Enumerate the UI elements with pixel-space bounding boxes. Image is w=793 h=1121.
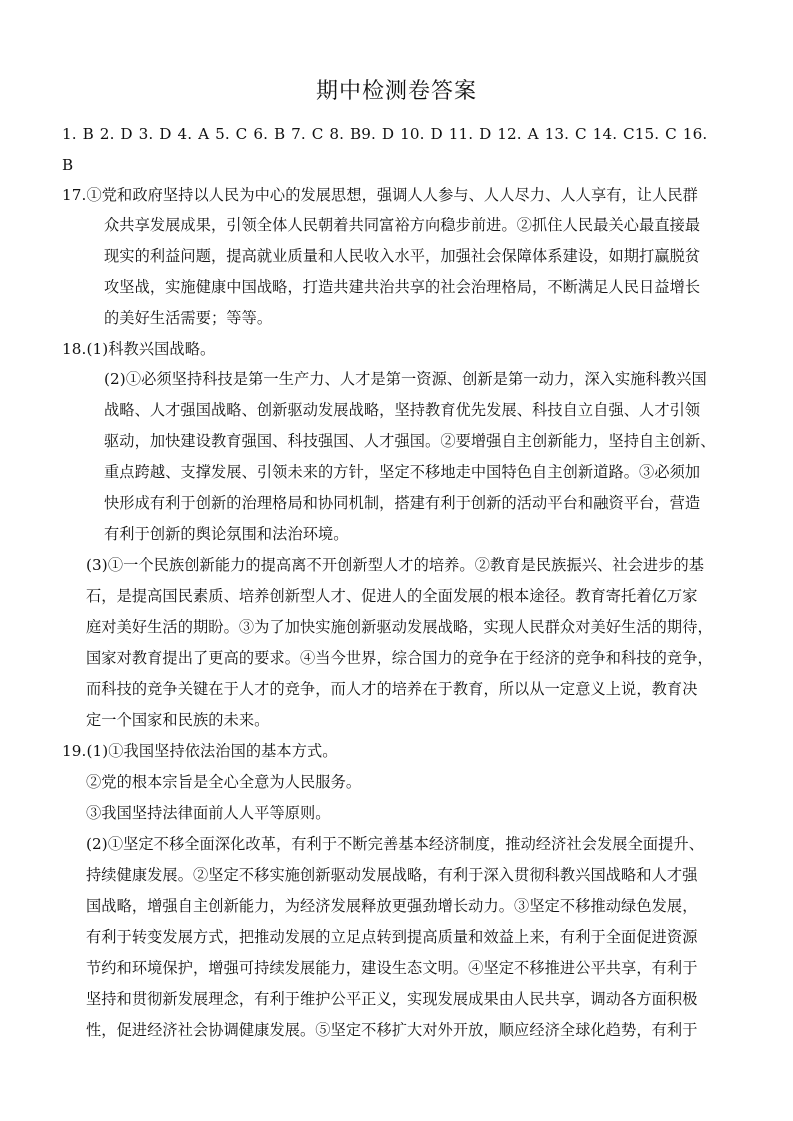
- answer-line-19-2-3: 国战略，增强自主创新能力，为经济发展释放更强劲增长动力。③坚定不移推动绿色发展，: [86, 897, 698, 915]
- answer-line-18-2-2: 战略、人才强国战略、创新驱动发展战略，坚持教育优先发展、科技自立自强、人才引领: [104, 401, 701, 419]
- answer-line-19-2-6: 坚持和贯彻新发展理念，有利于维护公平正义，实现发展成果由人民共享，调动各方面积极: [86, 990, 698, 1008]
- answer-line-19-1: 19.(1)①我国坚持依法治国的基本方式。: [62, 742, 338, 760]
- answer-line-19-2-1: (2)①坚定不移全面深化改革，有利于不断完善基本经济制度，推动经济社会发展全面提升、: [86, 835, 705, 853]
- answer-line-18-2-3: 驱动，加快建设教育强国、科技强国、人才强国。②要增强自主创新能力，坚持自主创新、: [104, 432, 716, 450]
- answer-line-18-2-5: 快形成有利于创新的治理格局和协同机制，搭建有利于创新的活动平台和融资平台，营造: [104, 494, 701, 512]
- answer-line-18-2-6: 有利于创新的舆论氛围和法治环境。: [104, 525, 349, 543]
- answer-line-19-2-4: 有利于转变发展方式，把推动发展的立足点转到提高质量和效益上来，有利于全面促进资源: [86, 928, 698, 946]
- answer-line-17-2: 众共享发展成果，引领全体人民朝着共同富裕方向稳步前进。②抓住人民最关心最直接最: [104, 216, 701, 234]
- page-title: 期中检测卷答案: [315, 79, 477, 104]
- answer-line-17-5: 的美好生活需要；等等。: [104, 309, 273, 327]
- answer-line-17-3: 现实的利益问题，提高就业质量和人民收入水平，加强社会保障体系建设，如期打赢脱贫: [104, 247, 701, 265]
- answer-line-19-2-7: 性，促进经济社会协调健康发展。⑤坚定不移扩大对外开放，顺应经济全球化趋势，有利于: [86, 1021, 698, 1039]
- answer-line-18-1: 18.(1)科教兴国战略。: [62, 340, 216, 358]
- answer-line-19-2-2: 持续健康发展。②坚定不移实施创新驱动发展战略，有利于深入贯彻科教兴国战略和人才强: [86, 866, 698, 884]
- answer-line-18-3-2: 石，是提高国民素质、培养创新型人才、促进人的全面发展的根本途径。教育寄托着亿万家: [86, 587, 698, 605]
- answer-line-18-3-5: 而科技的竞争关键在于人才的竞争，而人才的培养在于教育，所以从一定意义上说，教育决: [86, 680, 698, 698]
- answer-line-18-2-4: 重点跨越、支撑发展、引领未来的方针，坚定不移地走中国特色自主创新道路。③必须加: [104, 463, 701, 481]
- answer-line-18-3-4: 国家对教育提出了更高的要求。④当今世界，综合国力的竞争在于经济的竞争和科技的竞争，: [86, 649, 713, 667]
- answer-line-19-2-5: 节约和环境保护，增强可持续发展能力，建设生态文明。④坚定不移推进公平共享，有利于: [86, 959, 698, 977]
- answer-line-19-1-3: ③我国坚持法律面前人人平等原则。: [86, 804, 331, 822]
- answer-line-18-2-1: (2)①必须坚持科技是第一生产力、人才是第一资源、创新是第一动力，深入实施科教兴国: [104, 370, 707, 388]
- answer-line-18-3-3: 庭对美好生活的期盼。③为了加快实施创新驱动发展战略，实现人民群众对美好生活的期待，: [86, 618, 713, 636]
- answer-line-mc-cont: B: [62, 156, 74, 174]
- answer-line-mc: 1. B 2. D 3. D 4. A 5. C 6. B 7. C 8. B9. D 10. D 11. D 12. A 13. C 14. C15. C 16.: [62, 125, 708, 143]
- answer-line-18-3-6: 定一个国家和民族的未来。: [86, 711, 270, 729]
- answer-line-17-1: 17.①党和政府坚持以人民为中心的发展思想，强调人人参与、人人尽力、人人享有，让人民群: [62, 186, 698, 204]
- answer-line-17-4: 攻坚战，实施健康中国战略，打造共建共治共享的社会治理格局，不断满足人民日益增长: [104, 278, 701, 296]
- answer-line-19-1-2: ②党的根本宗旨是全心全意为人民服务。: [86, 773, 362, 791]
- answer-line-18-3-1: (3)①一个民族创新能力的提高离不开创新型人才的培养。②教育是民族振兴、社会进步的基: [86, 556, 705, 574]
